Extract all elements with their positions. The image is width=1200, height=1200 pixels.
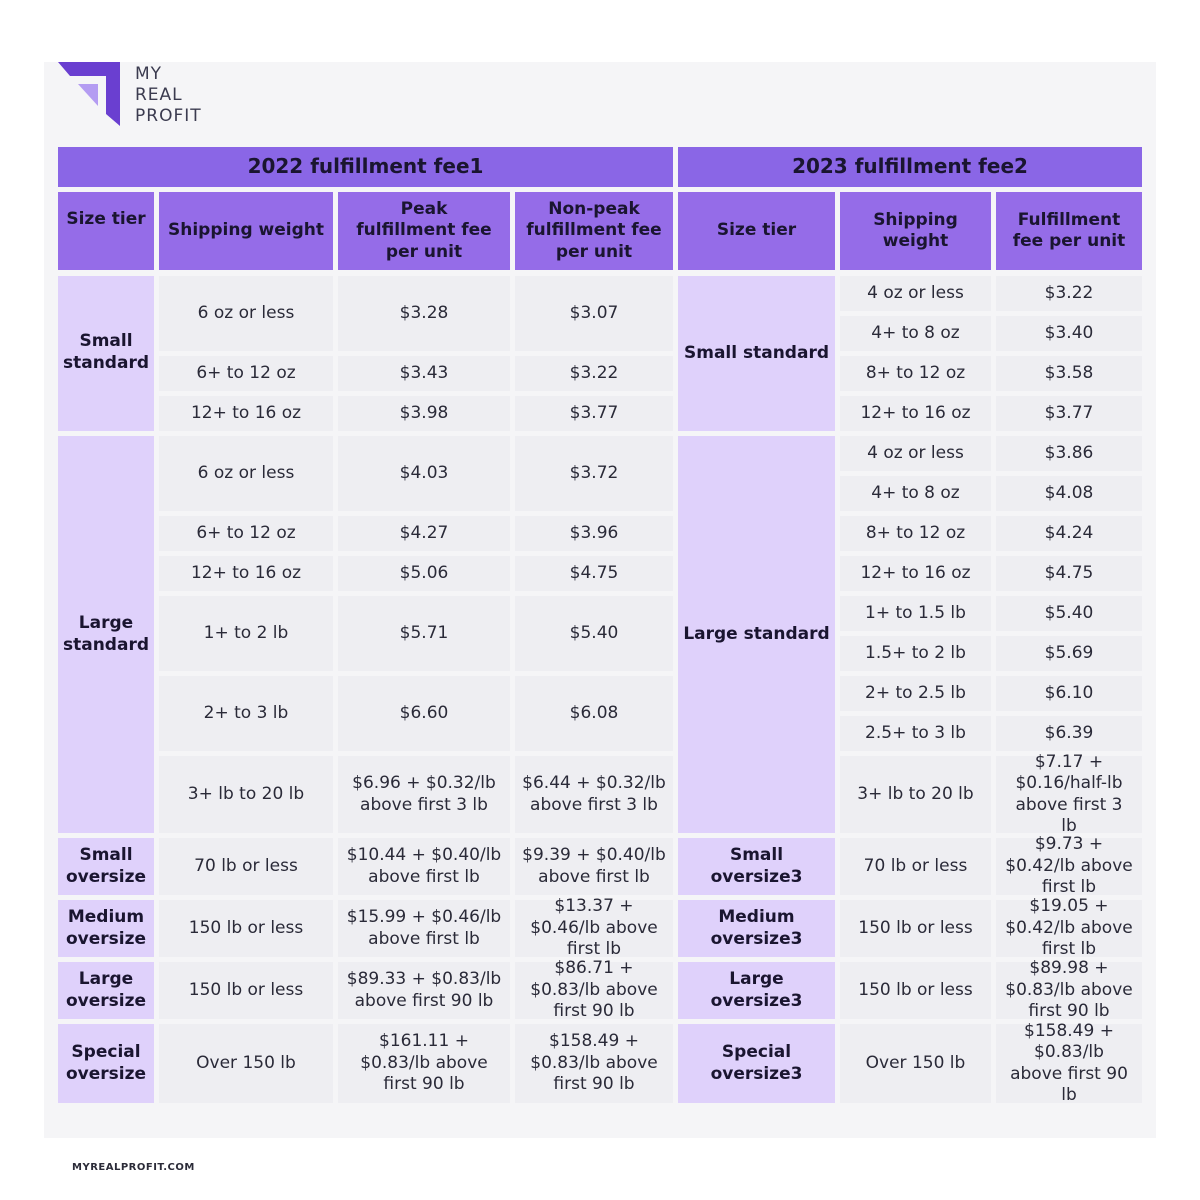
header-shipping-weight-2023: Shipping weight (840, 192, 991, 270)
logo-mark-icon (58, 62, 124, 128)
nonpeak-fee-cell: $6.08 (515, 676, 673, 751)
table-title-2023: 2023 fulfillment fee2 (678, 147, 1142, 187)
tier-cell-2023: Small standard (678, 276, 835, 431)
peak-fee-cell: $4.27 (338, 516, 510, 551)
tier-cell-2022: Large standard (58, 436, 154, 833)
nonpeak-fee-cell: $9.39 + $0.40/lb above first lb (515, 838, 673, 895)
peak-fee-cell: $3.98 (338, 396, 510, 431)
nonpeak-fee-cell: $3.07 (515, 276, 673, 351)
nonpeak-fee-cell: $3.72 (515, 436, 673, 511)
weight-cell: 70 lb or less (159, 838, 333, 895)
fee-cell: $89.98 + $0.83/lb above first 90 lb (996, 962, 1142, 1019)
fee-cell: $4.75 (996, 556, 1142, 591)
tier-cell-2022: Medium oversize (58, 900, 154, 957)
weight-cell: 8+ to 12 oz (840, 356, 991, 391)
weight-cell: 150 lb or less (840, 900, 991, 957)
header-shipping-weight-2022: Shipping weight (159, 192, 333, 270)
brand-line: MY (135, 64, 163, 84)
header-nonpeak-fee: Non-peak fulfillment fee per unit (515, 192, 673, 270)
fee-cell: $3.77 (996, 396, 1142, 431)
fee-cell: $3.58 (996, 356, 1142, 391)
weight-cell: 1+ to 2 lb (159, 596, 333, 671)
header-size-tier-2023: Size tier (678, 192, 835, 270)
tier-cell-2023: Small oversize3 (678, 838, 835, 895)
weight-cell: 4+ to 8 oz (840, 476, 991, 511)
header-size-tier-2022: Size tier (58, 192, 154, 270)
tier-cell-2022: Small standard (58, 276, 154, 431)
tier-cell-2023: Special oversize3 (678, 1024, 835, 1103)
nonpeak-fee-cell: $3.77 (515, 396, 673, 431)
fee-cell: $7.17 + $0.16/half-lb above first 3 lb (996, 756, 1142, 833)
peak-fee-cell: $6.96 + $0.32/lb above first 3 lb (338, 756, 510, 833)
tier-cell-2022: Large oversize (58, 962, 154, 1019)
peak-fee-cell: $5.06 (338, 556, 510, 591)
fee-cell: $158.49 + $0.83/lb above first 90 lb (996, 1024, 1142, 1103)
brand-line: PROFIT (135, 106, 202, 126)
brand-line: REAL (135, 85, 183, 105)
weight-cell: 8+ to 12 oz (840, 516, 991, 551)
tier-cell-2023: Large oversize3 (678, 962, 835, 1019)
peak-fee-cell: $3.43 (338, 356, 510, 391)
weight-cell: 6 oz or less (159, 276, 333, 351)
nonpeak-fee-cell: $4.75 (515, 556, 673, 591)
weight-cell: 12+ to 16 oz (840, 556, 991, 591)
weight-cell: 2+ to 2.5 lb (840, 676, 991, 711)
nonpeak-fee-cell: $5.40 (515, 596, 673, 671)
weight-cell: 12+ to 16 oz (159, 396, 333, 431)
weight-cell: 6+ to 12 oz (159, 356, 333, 391)
weight-cell: 12+ to 16 oz (840, 396, 991, 431)
peak-fee-cell: $5.71 (338, 596, 510, 671)
weight-cell: 2.5+ to 3 lb (840, 716, 991, 751)
weight-cell: Over 150 lb (159, 1024, 333, 1103)
brand-name (135, 64, 202, 127)
fee-cell: $6.10 (996, 676, 1142, 711)
fee-cell: $5.69 (996, 636, 1142, 671)
weight-cell: 6+ to 12 oz (159, 516, 333, 551)
weight-cell: 4+ to 8 oz (840, 316, 991, 351)
weight-cell: 1.5+ to 2 lb (840, 636, 991, 671)
weight-cell: 70 lb or less (840, 838, 991, 895)
footer-url: MYREALPROFIT.COM (72, 1162, 195, 1173)
tier-cell-2023: Large standard (678, 436, 835, 833)
weight-cell: 150 lb or less (159, 962, 333, 1019)
tier-cell-2022: Small oversize (58, 838, 154, 895)
fee-cell: $19.05 + $0.42/lb above first lb (996, 900, 1142, 957)
nonpeak-fee-cell: $3.22 (515, 356, 673, 391)
fee-cell: $5.40 (996, 596, 1142, 631)
peak-fee-cell: $15.99 + $0.46/lb above first lb (338, 900, 510, 957)
nonpeak-fee-cell: $13.37 + $0.46/lb above first lb (515, 900, 673, 957)
header-peak-fee: Peak fulfillment fee per unit (338, 192, 510, 270)
nonpeak-fee-cell: $86.71 + $0.83/lb above first 90 lb (515, 962, 673, 1019)
weight-cell: 1+ to 1.5 lb (840, 596, 991, 631)
nonpeak-fee-cell: $6.44 + $0.32/lb above first 3 lb (515, 756, 673, 833)
weight-cell: 3+ lb to 20 lb (840, 756, 991, 833)
fee-cell: $3.22 (996, 276, 1142, 311)
fee-cell: $3.40 (996, 316, 1142, 351)
nonpeak-fee-cell: $3.96 (515, 516, 673, 551)
tier-cell-2023: Medium oversize3 (678, 900, 835, 957)
weight-cell: 4 oz or less (840, 436, 991, 471)
weight-cell: 6 oz or less (159, 436, 333, 511)
peak-fee-cell: $10.44 + $0.40/lb above first lb (338, 838, 510, 895)
fee-cell: $6.39 (996, 716, 1142, 751)
nonpeak-fee-cell: $158.49 + $0.83/lb above first 90 lb (515, 1024, 673, 1103)
peak-fee-cell: $4.03 (338, 436, 510, 511)
peak-fee-cell: $3.28 (338, 276, 510, 351)
fee-cell: $4.24 (996, 516, 1142, 551)
weight-cell: 12+ to 16 oz (159, 556, 333, 591)
fee-cell: $9.73 + $0.42/lb above first lb (996, 838, 1142, 895)
brand-logo (58, 62, 238, 128)
fee-cell: $4.08 (996, 476, 1142, 511)
weight-cell: 2+ to 3 lb (159, 676, 333, 751)
fee-cell: $3.86 (996, 436, 1142, 471)
weight-cell: 150 lb or less (840, 962, 991, 1019)
weight-cell: 150 lb or less (159, 900, 333, 957)
peak-fee-cell: $6.60 (338, 676, 510, 751)
peak-fee-cell: $161.11 + $0.83/lb above first 90 lb (338, 1024, 510, 1103)
weight-cell: 3+ lb to 20 lb (159, 756, 333, 833)
tier-cell-2022: Special oversize (58, 1024, 154, 1103)
weight-cell: 4 oz or less (840, 276, 991, 311)
peak-fee-cell: $89.33 + $0.83/lb above first 90 lb (338, 962, 510, 1019)
table-title-2022: 2022 fulfillment fee1 (58, 147, 673, 187)
weight-cell: Over 150 lb (840, 1024, 991, 1103)
header-fulfillment-fee-2023: Fulfillment fee per unit (996, 192, 1142, 270)
